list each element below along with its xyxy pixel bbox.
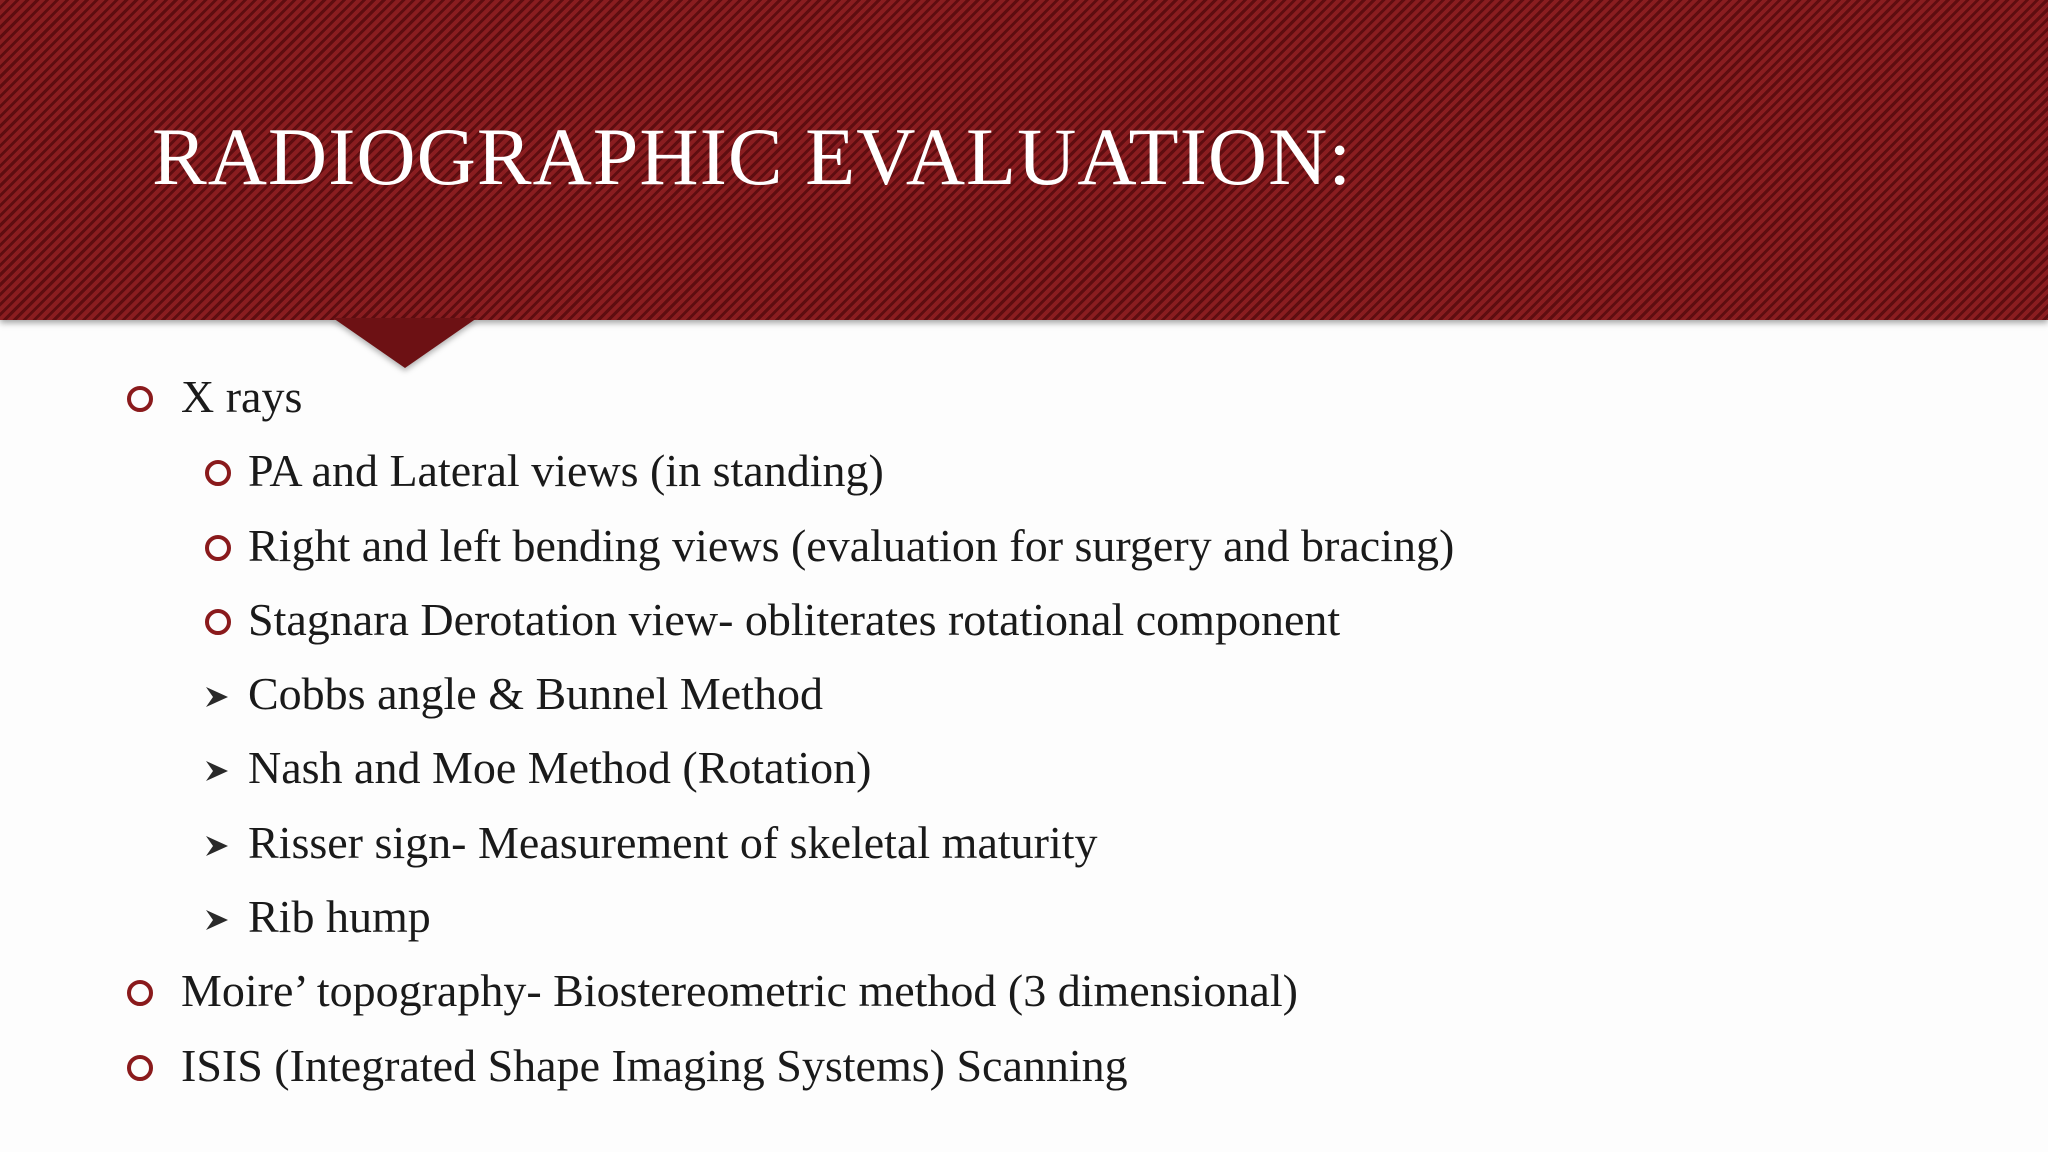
list-item: [0, 1029, 2048, 1103]
list-item-text: Rib hump: [248, 891, 431, 943]
list-item: [0, 434, 2048, 508]
list-item: [0, 880, 2048, 954]
arrow-bullet-icon: [204, 834, 230, 858]
arrow-bullet-icon: [204, 685, 230, 709]
list-item: [0, 954, 2048, 1028]
circle-bullet-icon: [127, 386, 153, 412]
list-item-text: X rays: [181, 371, 303, 422]
bullet-list: [0, 360, 2048, 1103]
list-item: [0, 509, 2048, 583]
list-item-text: Right and left bending views (evaluation for surgery and bracing): [248, 519, 1455, 571]
list-item-text: Risser sign- Measurement of skeletal maturity: [248, 816, 1098, 868]
list-item: [0, 583, 2048, 657]
arrow-bullet-icon: [204, 908, 230, 932]
list-item-text: Cobbs angle & Bunnel Method: [248, 668, 823, 720]
list-item: [0, 657, 2048, 731]
list-item: [0, 731, 2048, 805]
list-item-text: Nash and Moe Method (Rotation): [248, 742, 872, 794]
list-item-text: Stagnara Derotation view- obliterates rotational component: [248, 593, 1341, 645]
list-item-text: Moire’ topography- Biostereometric method (3 dimensional): [181, 965, 1298, 1017]
arrow-bullet-icon: [204, 759, 230, 783]
circle-bullet-icon: [127, 1055, 153, 1081]
circle-bullet-icon: [127, 980, 153, 1006]
list-item: [0, 806, 2048, 880]
circle-bullet-icon: [205, 535, 231, 561]
list-item: [0, 360, 2048, 434]
circle-bullet-icon: [205, 460, 231, 486]
circle-bullet-icon: [205, 609, 231, 635]
list-item-text: PA and Lateral views (in standing): [248, 445, 884, 497]
slide-title: RADIOGRAPHIC EVALUATION:: [152, 111, 1353, 202]
list-item-text: ISIS (Integrated Shape Imaging Systems) Scanning: [181, 1039, 1128, 1091]
